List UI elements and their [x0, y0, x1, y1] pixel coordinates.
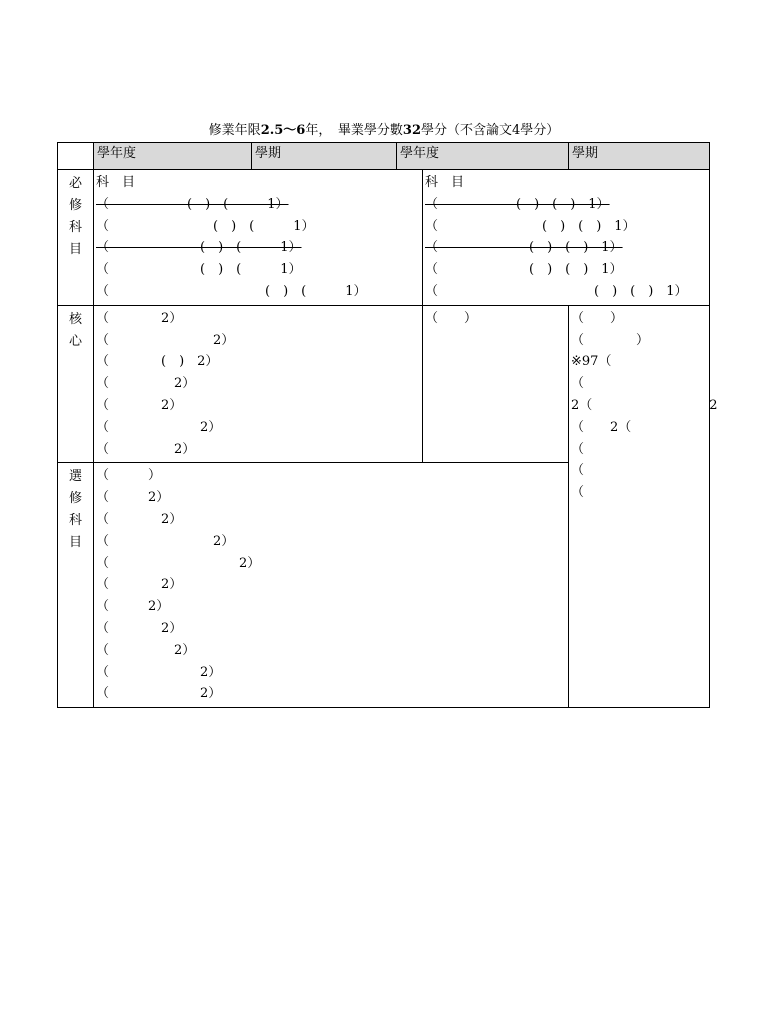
note-line: （ 2（	[571, 419, 723, 435]
subtitle-part-3: 年，	[305, 123, 325, 138]
page-subtitle	[0, 122, 768, 140]
notes-heading: （ ）	[571, 310, 624, 326]
note-line: 2（ 2	[571, 397, 718, 413]
subtitle-part-1: 修業年限	[208, 123, 261, 138]
subtitle-part-8: 學分）	[520, 123, 560, 138]
core-course-line: （ 2）	[96, 332, 235, 348]
subtitle-years: 2.5〜6	[260, 123, 306, 138]
elective-course-line: （ 2）	[96, 533, 235, 549]
required-left-list	[96, 194, 420, 303]
note-line: （	[571, 463, 728, 479]
subtitle-part-4: 畢業學分數	[337, 123, 403, 138]
required-right-list	[425, 194, 707, 303]
elective-course-line: （ ）	[96, 468, 162, 484]
header-corner	[58, 143, 94, 170]
header-semester-right: 學期	[569, 143, 710, 170]
required-course-line: （ ( ) ( ) 1）	[425, 283, 688, 299]
required-course-line: （ ( ) ( 1）	[96, 283, 367, 299]
required-left-cell	[94, 170, 423, 306]
header-year-left: 學年度	[94, 143, 252, 170]
elective-list-cell	[94, 463, 569, 708]
required-course-line: （ ( ) ( 1）	[96, 262, 302, 278]
elective-course-line: （ 2）	[96, 620, 183, 636]
note-line: （	[571, 441, 728, 457]
core-row	[58, 305, 710, 463]
core-course-line: （ 2）	[96, 310, 183, 326]
required-course-line: （ ( ) ( 1）	[96, 240, 302, 256]
notes-cell	[569, 305, 728, 707]
core-middle-label: （ ）	[425, 310, 478, 326]
header-row	[58, 143, 710, 170]
elective-course-line: （ 2）	[96, 577, 183, 593]
core-list-cell	[94, 305, 423, 463]
subtitle-part-6: 學分（不含論文	[421, 123, 513, 138]
required-course-line: （ ( ) ( 1）	[96, 218, 315, 234]
elective-course-line: （ 2）	[96, 490, 170, 506]
required-course-line: （ ( ) ( 1）	[96, 196, 289, 212]
elective-list	[96, 465, 566, 705]
subtitle-part-7: 4	[512, 123, 521, 138]
subtitle-credits: 32	[402, 123, 421, 138]
required-right-heading: 科 目	[425, 175, 465, 190]
required-left-heading: 科 目	[96, 175, 136, 190]
elective-course-line: （ 2）	[96, 642, 196, 658]
core-course-line: （ 2）	[96, 397, 183, 413]
curriculum-table	[57, 142, 728, 708]
notes-subheading: （ ）	[571, 332, 650, 348]
elective-course-line: （ 2）	[96, 686, 222, 702]
note-line: （	[571, 485, 728, 501]
core-list	[96, 308, 420, 461]
elective-course-line: （ 2）	[96, 664, 222, 680]
elective-course-line: （ 2）	[96, 599, 170, 615]
header-semester-left: 學期	[252, 143, 397, 170]
required-course-line: （ ( ) ( ) 1）	[425, 240, 623, 256]
required-right-cell	[423, 170, 710, 306]
elective-course-line: （ 2）	[96, 511, 183, 527]
required-course-line: （ ( ) ( ) 1）	[425, 218, 636, 234]
core-middle-cell	[423, 305, 569, 463]
core-course-line: （ 2）	[96, 376, 196, 392]
core-course-line: （ 2）	[96, 419, 222, 435]
required-course-line: （ ( ) ( ) 1）	[425, 196, 610, 212]
required-row	[58, 170, 710, 306]
note-line: （	[571, 376, 728, 392]
elective-side-label: 選 修 科 目	[58, 463, 94, 708]
required-side-label: 必 修 科 目	[58, 170, 94, 306]
core-course-line: （ ( ) 2）	[96, 354, 219, 370]
elective-course-line: （ 2）	[96, 555, 261, 571]
header-year-right: 學年度	[397, 143, 569, 170]
required-course-line: （ ( ) ( ) 1）	[425, 262, 623, 278]
core-course-line: （ 2）	[96, 441, 196, 457]
core-side-label: 核 心	[58, 305, 94, 463]
notes-list	[571, 351, 728, 504]
note-line: ※97（	[571, 354, 716, 370]
